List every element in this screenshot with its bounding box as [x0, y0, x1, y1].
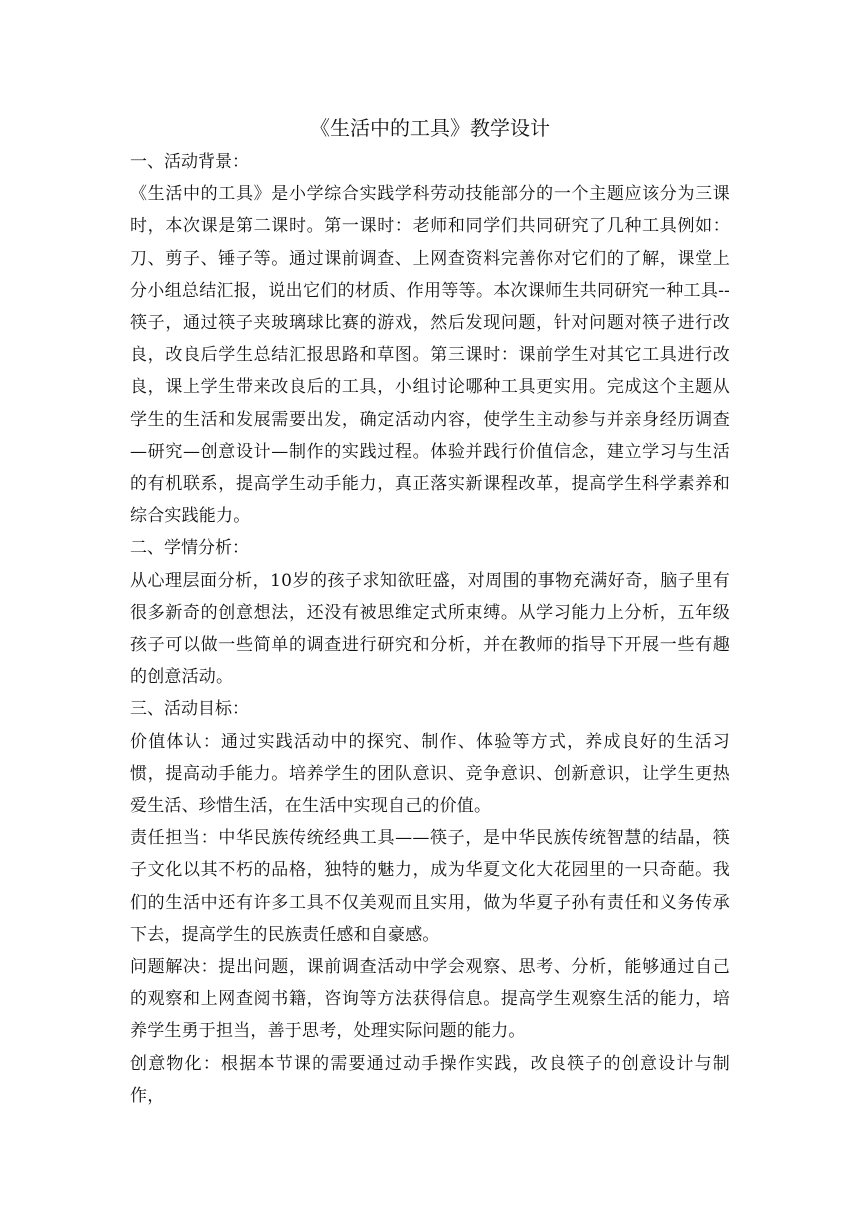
paragraph-creative-making: 创意物化：根据本节课的需要通过动手操作实践，改良筷子的创意设计与制作，	[130, 1053, 730, 1106]
section-heading: 三、活动目标：	[130, 699, 249, 720]
section-heading: 二、学情分析：	[130, 538, 249, 559]
paragraph: 《生活中的工具》是小学综合实践学科劳动技能部分的一个主题应该分为三课时，本次课是第二课时。第一课时：老师和同学们共同研究了几种工具例如：刀、剪子、锤子等。通过课前调查、上网查资料完善你对它们的了解，课堂上分小组总结汇报，说出它们的材质、作用等等。本次课师生共同研究一种工具--筷子，通过筷子夹玻璃球比赛的游戏，然后发现问题，针对问题对筷子进行改良，改良后学生总结汇报思路和草图。第三课时：课前学生对其它工具进行改良，课上学生带来改良后的工具，小组讨论哪种工具更实用。完成这个主题从学生的生活和发展需要出发，确定活动内容，使学生主动参与并亲身经历调查—研究—创意设计—制作的实践过程。体验并践行价值信念，建立学习与生活的有机联系，提高学生动手能力，真正落实新课程改革，提高学生科学素养和综合实践能力。	[130, 184, 730, 527]
section-background	[130, 146, 730, 532]
section-activity-goals	[130, 693, 730, 1112]
paragraph-problem-solving: 问题解决：提出问题，课前调查活动中学会观察、思考、分析，能够通过自己的观察和上网查阅书籍，咨询等方法获得信息。提高学生观察生活的能力，培养学生勇于担当，善于思考，处理实际问题的能力。	[130, 957, 730, 1042]
document-page	[130, 114, 730, 1112]
paragraph: 从心理层面分析，10岁的孩子求知欲旺盛，对周围的事物充满好奇，脑子里有很多新奇的创意想法，还没有被思维定式所束缚。从学习能力上分析，五年级孩子可以做一些简单的调查进行研究和分析，并在教师的指导下开展一些有趣的创意活动。	[130, 570, 730, 688]
paragraph-responsibility: 责任担当：中华民族传统经典工具——筷子，是中华民族传统智慧的结晶，筷子文化以其不朽的品格，独特的魅力，成为华夏文化大花园里的一只奇葩。我们的生活中还有许多工具不仅美观而且实用，做为华夏子孙有责任和义务传承下去，提高学生的民族责任感和自豪感。	[130, 828, 730, 945]
document-title: 《生活中的工具》教学设计	[310, 116, 550, 140]
paragraph-value-recognition: 价值体认：通过实践活动中的探究、制作、体验等方式，养成良好的生活习惯，提高动手能力。培养学生的团队意识、竞争意识、创新意识，让学生更热爱生活、珍惜生活，在生活中实现自己的价值。	[130, 731, 730, 817]
section-student-analysis	[130, 532, 730, 693]
section-heading: 一、活动背景：	[130, 152, 249, 172]
